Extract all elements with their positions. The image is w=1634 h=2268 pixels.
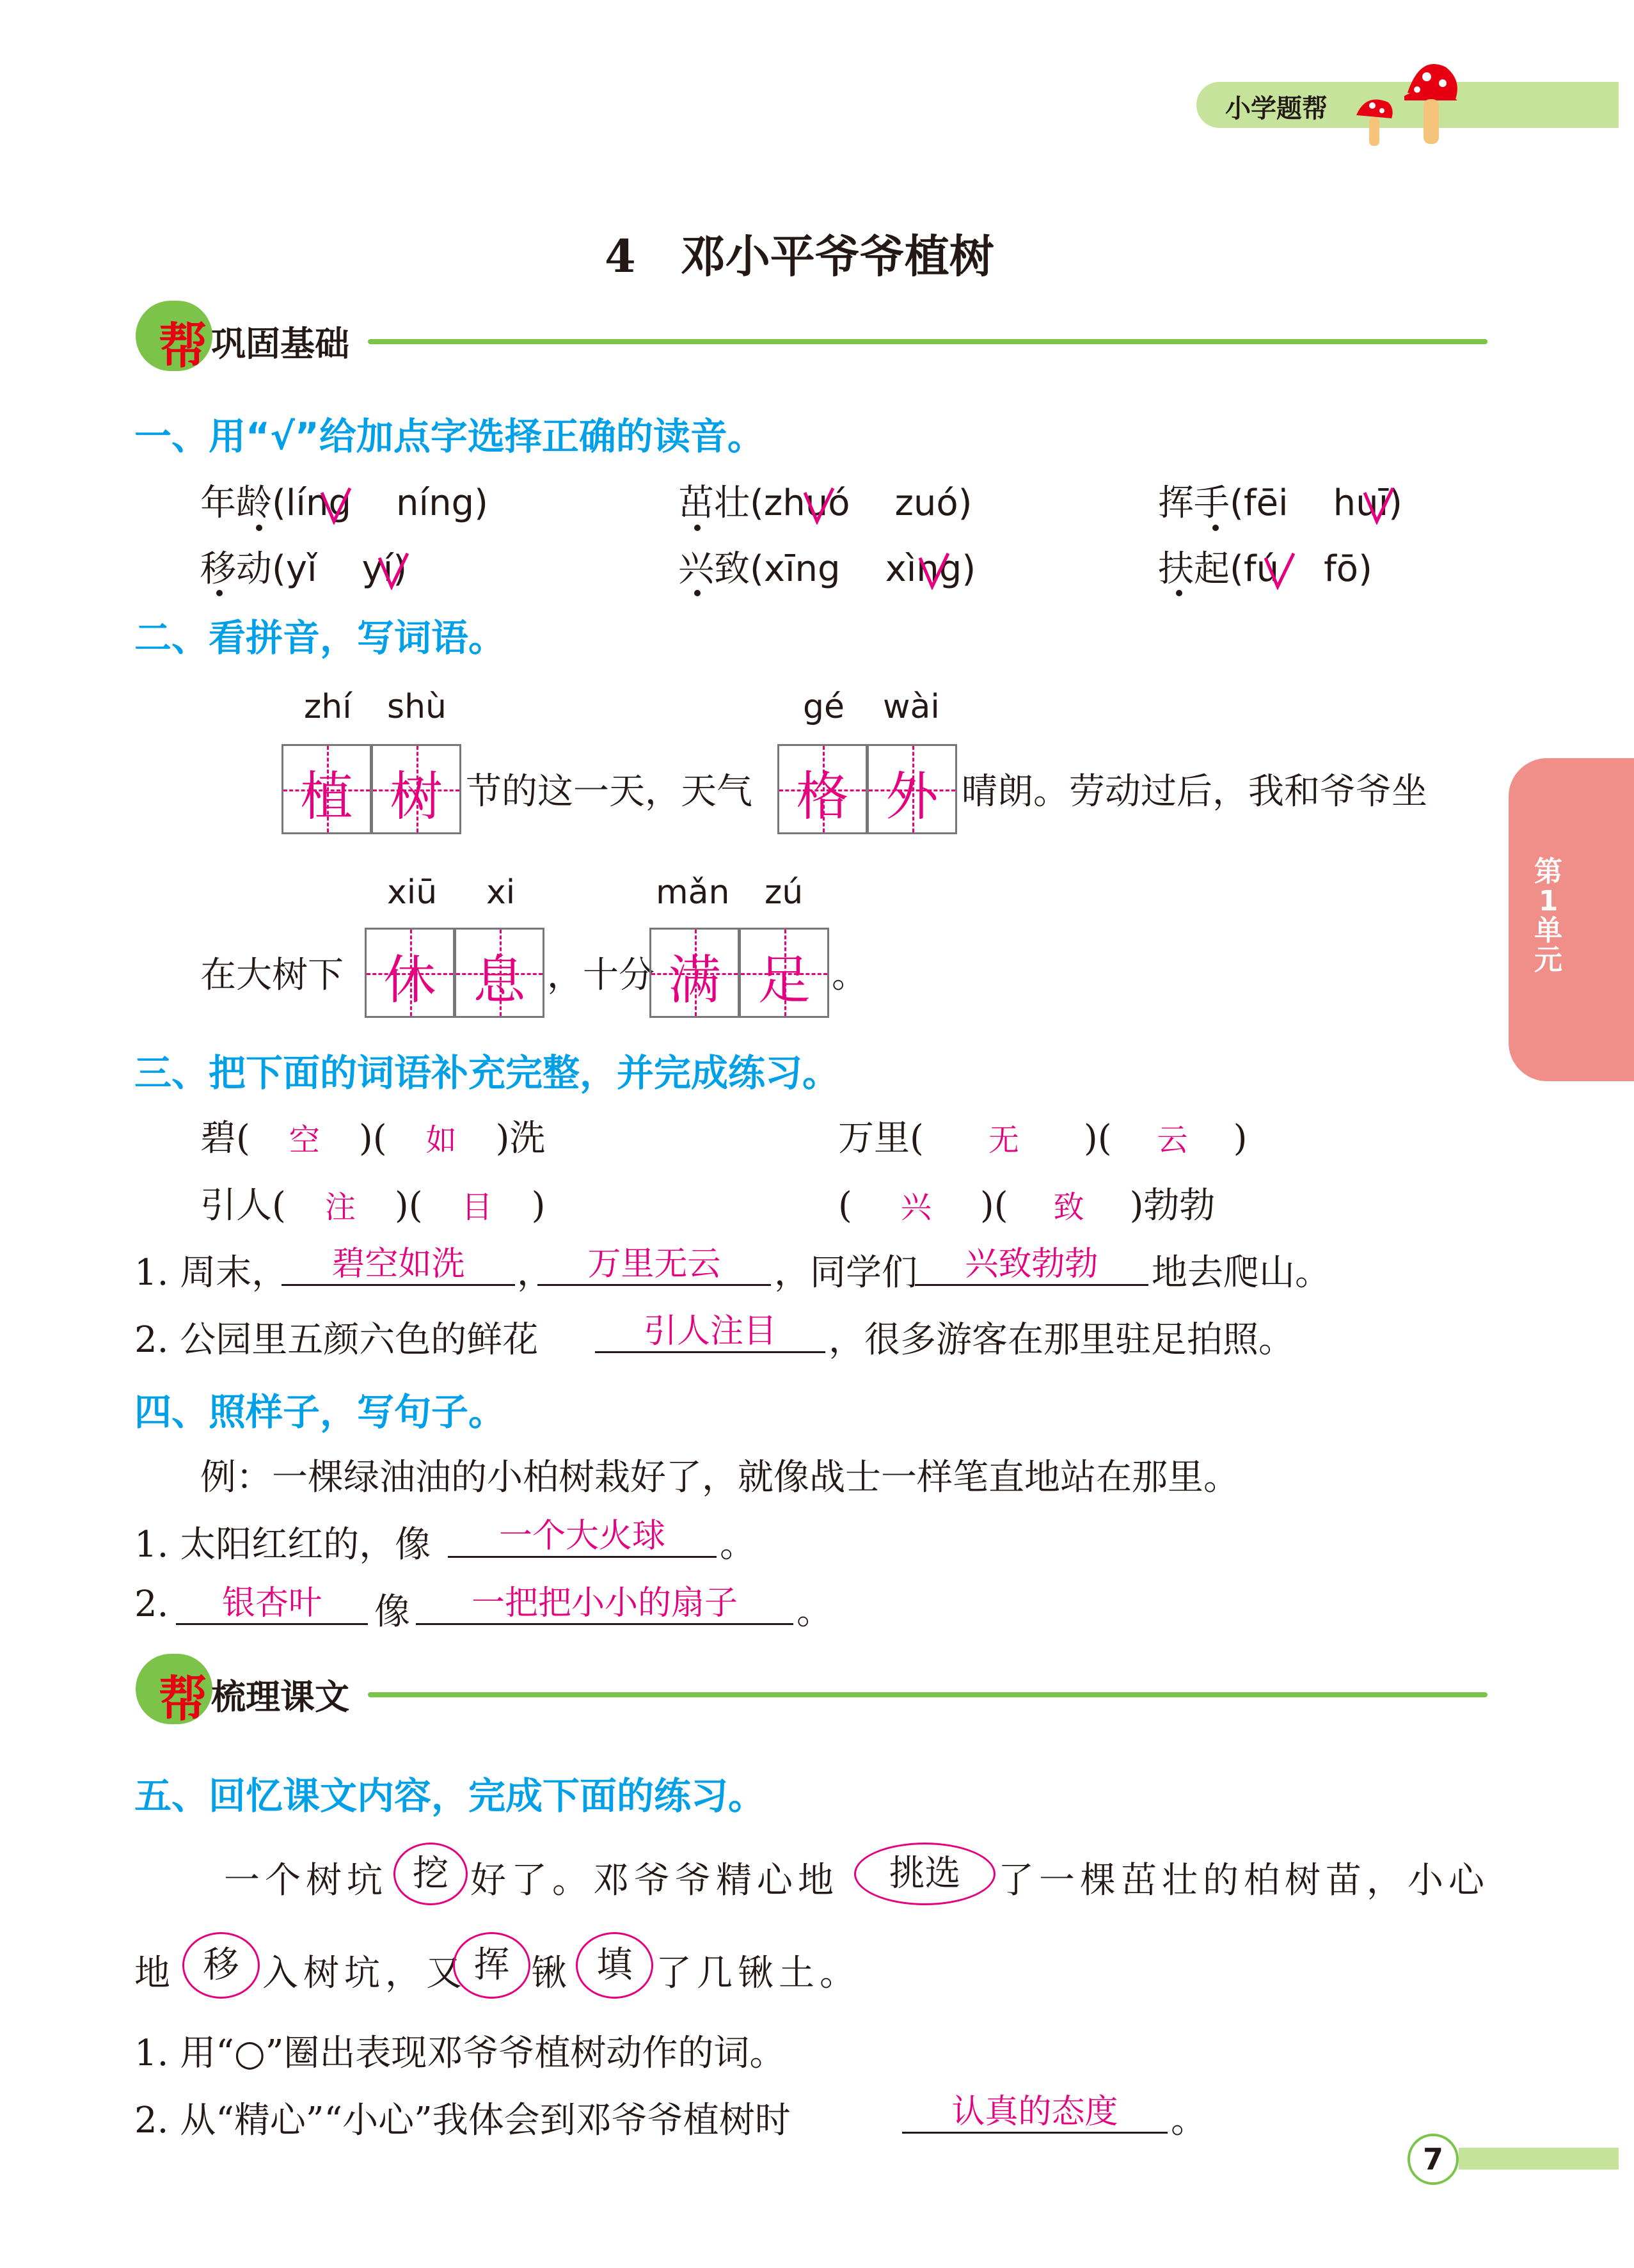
footer-bar xyxy=(1459,2148,1619,2169)
writing-box: 休 xyxy=(365,928,455,1018)
checkmark-icon xyxy=(377,551,409,590)
q1-item: 扶起(fú fō) xyxy=(1158,548,1372,590)
q3-sentence: ， xyxy=(517,1252,553,1294)
answer-line: 一把把小小的扇子 xyxy=(416,1583,793,1625)
q4-sentence: 2. xyxy=(134,1583,169,1625)
pinyin: zhí xyxy=(304,688,352,726)
pinyin: mǎn xyxy=(656,873,730,912)
q2-text: 节的这一天，天气 xyxy=(466,771,752,813)
q1-heading: 一、用“√”给加点字选择正确的读音。 xyxy=(134,415,765,458)
q2-text: 在大树下 xyxy=(200,955,344,996)
writing-box: 树 xyxy=(371,744,461,834)
q3-sentence: 2. 公园里五颜六色的鲜花 xyxy=(134,1319,539,1361)
circled-word: 挖 xyxy=(393,1843,468,1905)
checkmark-icon xyxy=(1264,551,1296,590)
emphasis-dot xyxy=(694,525,701,531)
q3-sentence: 1. 周末， xyxy=(134,1252,288,1294)
pinyin: xiū xyxy=(387,873,438,912)
mushroom-icon xyxy=(1344,54,1459,150)
q5-text: 地 xyxy=(134,1953,170,1994)
q3-sentence: ，同学们 xyxy=(774,1252,917,1294)
q4-sentence: 。 xyxy=(720,1524,756,1566)
checkmark-icon xyxy=(918,551,950,590)
q1-item: 年龄(líng níng) xyxy=(200,482,488,524)
q5-sentence: 2. 从“精心”“小心”我体会到邓爷爷植树时 xyxy=(134,2100,791,2141)
q4-sentence: 像 xyxy=(374,1591,410,1633)
circled-word: 移 xyxy=(182,1932,260,1999)
page-number: 7 xyxy=(1408,2134,1459,2185)
writing-box: 满 xyxy=(649,928,740,1018)
q2-text: ，十分 xyxy=(547,955,654,996)
q5-heading: 五、回忆课文内容，完成下面的练习。 xyxy=(134,1774,766,1818)
q4-sentence: 。 xyxy=(797,1591,832,1633)
checkmark-icon xyxy=(803,486,835,525)
q3-heading: 三、把下面的词语补充完整，并完成练习。 xyxy=(134,1051,840,1095)
writing-box: 足 xyxy=(739,928,829,1018)
idiom-row: ( 兴 )( 致 )勃勃 xyxy=(838,1185,1216,1226)
idiom-row: 引人( 注 )( 目 ) xyxy=(200,1185,546,1226)
emphasis-dot xyxy=(694,590,701,596)
emphasis-dot xyxy=(1176,590,1182,596)
q4-heading: 四、照样子，写句子。 xyxy=(134,1390,506,1434)
emphasis-dot xyxy=(1212,525,1219,531)
pinyin: zú xyxy=(765,873,804,912)
q5-text: 锹 xyxy=(531,1953,567,1994)
q1-item: 茁壮(zhuó zuó) xyxy=(678,482,972,524)
q5-sentence: 。 xyxy=(1171,2100,1207,2141)
q1-item: 挥手(fēi huī) xyxy=(1158,482,1402,524)
q5-text: 一个树坑 xyxy=(224,1860,388,1901)
q1-item: 移动(yǐ yí) xyxy=(200,548,408,590)
q4-example: 例：一棵绿油油的小柏树栽好了，就像战士一样笔直地站在那里。 xyxy=(200,1457,1239,1498)
circled-word: 填 xyxy=(576,1932,653,1999)
writing-box: 格 xyxy=(777,744,868,834)
q3-sentence: ，很多游客在那里驻足拍照。 xyxy=(829,1319,1294,1361)
answer-line: 银杏叶 xyxy=(176,1583,368,1625)
answer-line: 认真的态度 xyxy=(902,2092,1168,2134)
banner-label: 巩固基础 xyxy=(211,324,349,364)
page-title: 4 邓小平爷爷植树 xyxy=(605,230,994,283)
q2-text: 。 xyxy=(832,955,868,996)
banner-line xyxy=(368,1692,1487,1697)
banner-bang-char: 帮 xyxy=(159,317,207,374)
q2-heading: 二、看拼音，写词语。 xyxy=(134,616,506,660)
q5-text: 了一棵茁壮的柏树苗，小心 xyxy=(998,1860,1489,1901)
circled-word: 挥 xyxy=(453,1932,530,1999)
checkmark-icon xyxy=(320,486,352,525)
answer-line: 万里无云 xyxy=(537,1244,771,1286)
q4-sentence: 1. 太阳红红的，像 xyxy=(134,1524,431,1566)
pinyin: xi xyxy=(486,873,516,912)
answer-line: 一个大火球 xyxy=(448,1516,717,1558)
q2-text: 晴朗。劳动过后，我和爷爷坐 xyxy=(962,771,1427,813)
banner-label: 梳理课文 xyxy=(211,1677,349,1717)
answer-line: 引人注目 xyxy=(595,1312,825,1353)
emphasis-dot xyxy=(216,590,223,596)
q5-text: 了几锹土。 xyxy=(656,1953,861,1994)
banner-line xyxy=(368,339,1487,344)
writing-box: 息 xyxy=(454,928,544,1018)
emphasis-dot xyxy=(256,525,262,531)
idiom-row: 万里( 无 )( 云 ) xyxy=(838,1118,1248,1159)
q5-text: 入树坑，又 xyxy=(262,1953,467,1994)
answer-line: 兴致勃勃 xyxy=(915,1244,1148,1286)
unit-label: 第 1 单 元 xyxy=(1534,855,1562,976)
q5-sentence: 1. 用“○”圈出表现邓爷爷植树动作的词。 xyxy=(134,2033,786,2074)
q3-sentence: 地去爬山。 xyxy=(1152,1252,1331,1294)
checkmark-icon xyxy=(1363,486,1395,525)
banner-bang-char: 帮 xyxy=(159,1670,207,1727)
pinyin: wài xyxy=(883,688,940,726)
writing-box: 外 xyxy=(867,744,957,834)
idiom-row: 碧( 空 )( 如 )洗 xyxy=(200,1118,546,1159)
q5-text: 好了。邓爷爷精心地 xyxy=(470,1860,839,1901)
pinyin: shù xyxy=(387,688,447,726)
answer-line: 碧空如洗 xyxy=(282,1244,515,1286)
header-tag: 小学题帮 xyxy=(1225,94,1328,123)
pinyin: gé xyxy=(803,688,845,726)
writing-box: 植 xyxy=(282,744,372,834)
circled-word: 挑选 xyxy=(854,1843,995,1905)
q1-item: 兴致(xīng xìng) xyxy=(678,548,976,590)
